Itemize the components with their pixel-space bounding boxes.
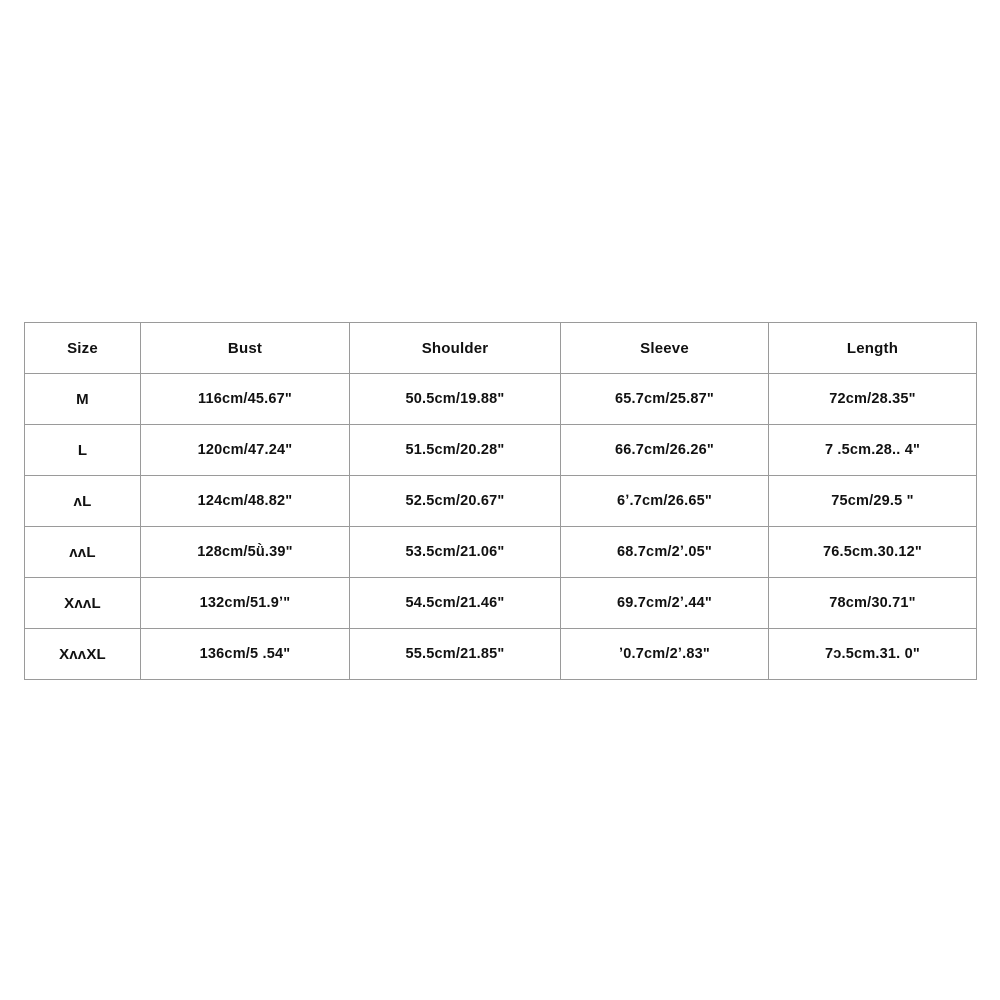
cell-bust: 116cm/45.67" — [141, 374, 350, 425]
cell-bust: 132cm/51.9ʼ" — [141, 578, 350, 629]
cell-size: M — [25, 374, 141, 425]
cell-size: L — [25, 425, 141, 476]
cell-sleeve: ʼ0.7cm/2ʼ.83" — [561, 629, 769, 680]
cell-length: 7ɔ.5cm.31. 0" — [769, 629, 977, 680]
cell-sleeve: 68.7cm/2ʼ.05" — [561, 527, 769, 578]
cell-size: ʌʌL — [25, 527, 141, 578]
cell-sleeve: 6ʼ.7cm/26.65" — [561, 476, 769, 527]
cell-shoulder: 54.5cm/21.46" — [350, 578, 561, 629]
cell-shoulder: 50.5cm/19.88" — [350, 374, 561, 425]
table-row — [25, 527, 977, 578]
cell-shoulder: 55.5cm/21.85" — [350, 629, 561, 680]
cell-bust: 136cm/5 .54" — [141, 629, 350, 680]
cell-length: 72cm/28.35" — [769, 374, 977, 425]
column-header-length: Length — [769, 323, 977, 374]
size-chart-table — [24, 322, 977, 680]
cell-length: 78cm/30.71" — [769, 578, 977, 629]
cell-bust: 120cm/47.24" — [141, 425, 350, 476]
column-header-sleeve: Sleeve — [561, 323, 769, 374]
cell-sleeve: 66.7cm/26.26" — [561, 425, 769, 476]
cell-size: XʌʌL — [25, 578, 141, 629]
cell-length: 75cm/29.5 " — [769, 476, 977, 527]
cell-shoulder: 53.5cm/21.06" — [350, 527, 561, 578]
table-row — [25, 578, 977, 629]
column-header-bust: Bust — [141, 323, 350, 374]
cell-bust: 124cm/48.82" — [141, 476, 350, 527]
cell-sleeve: 69.7cm/2ʼ.44" — [561, 578, 769, 629]
table-row — [25, 476, 977, 527]
column-header-size: Size — [25, 323, 141, 374]
cell-shoulder: 51.5cm/20.28" — [350, 425, 561, 476]
table-row — [25, 629, 977, 680]
cell-shoulder: 52.5cm/20.67" — [350, 476, 561, 527]
cell-length: 76.5cm.30.12" — [769, 527, 977, 578]
cell-size: XʌʌXL — [25, 629, 141, 680]
cell-size: ʌL — [25, 476, 141, 527]
table-row — [25, 374, 977, 425]
table-header-row — [25, 323, 977, 374]
cell-sleeve: 65.7cm/25.87" — [561, 374, 769, 425]
cell-length: 7 .5cm.28.. 4" — [769, 425, 977, 476]
table-row — [25, 425, 977, 476]
column-header-shoulder: Shoulder — [350, 323, 561, 374]
cell-bust: 128cm/5ǜ.39" — [141, 527, 350, 578]
